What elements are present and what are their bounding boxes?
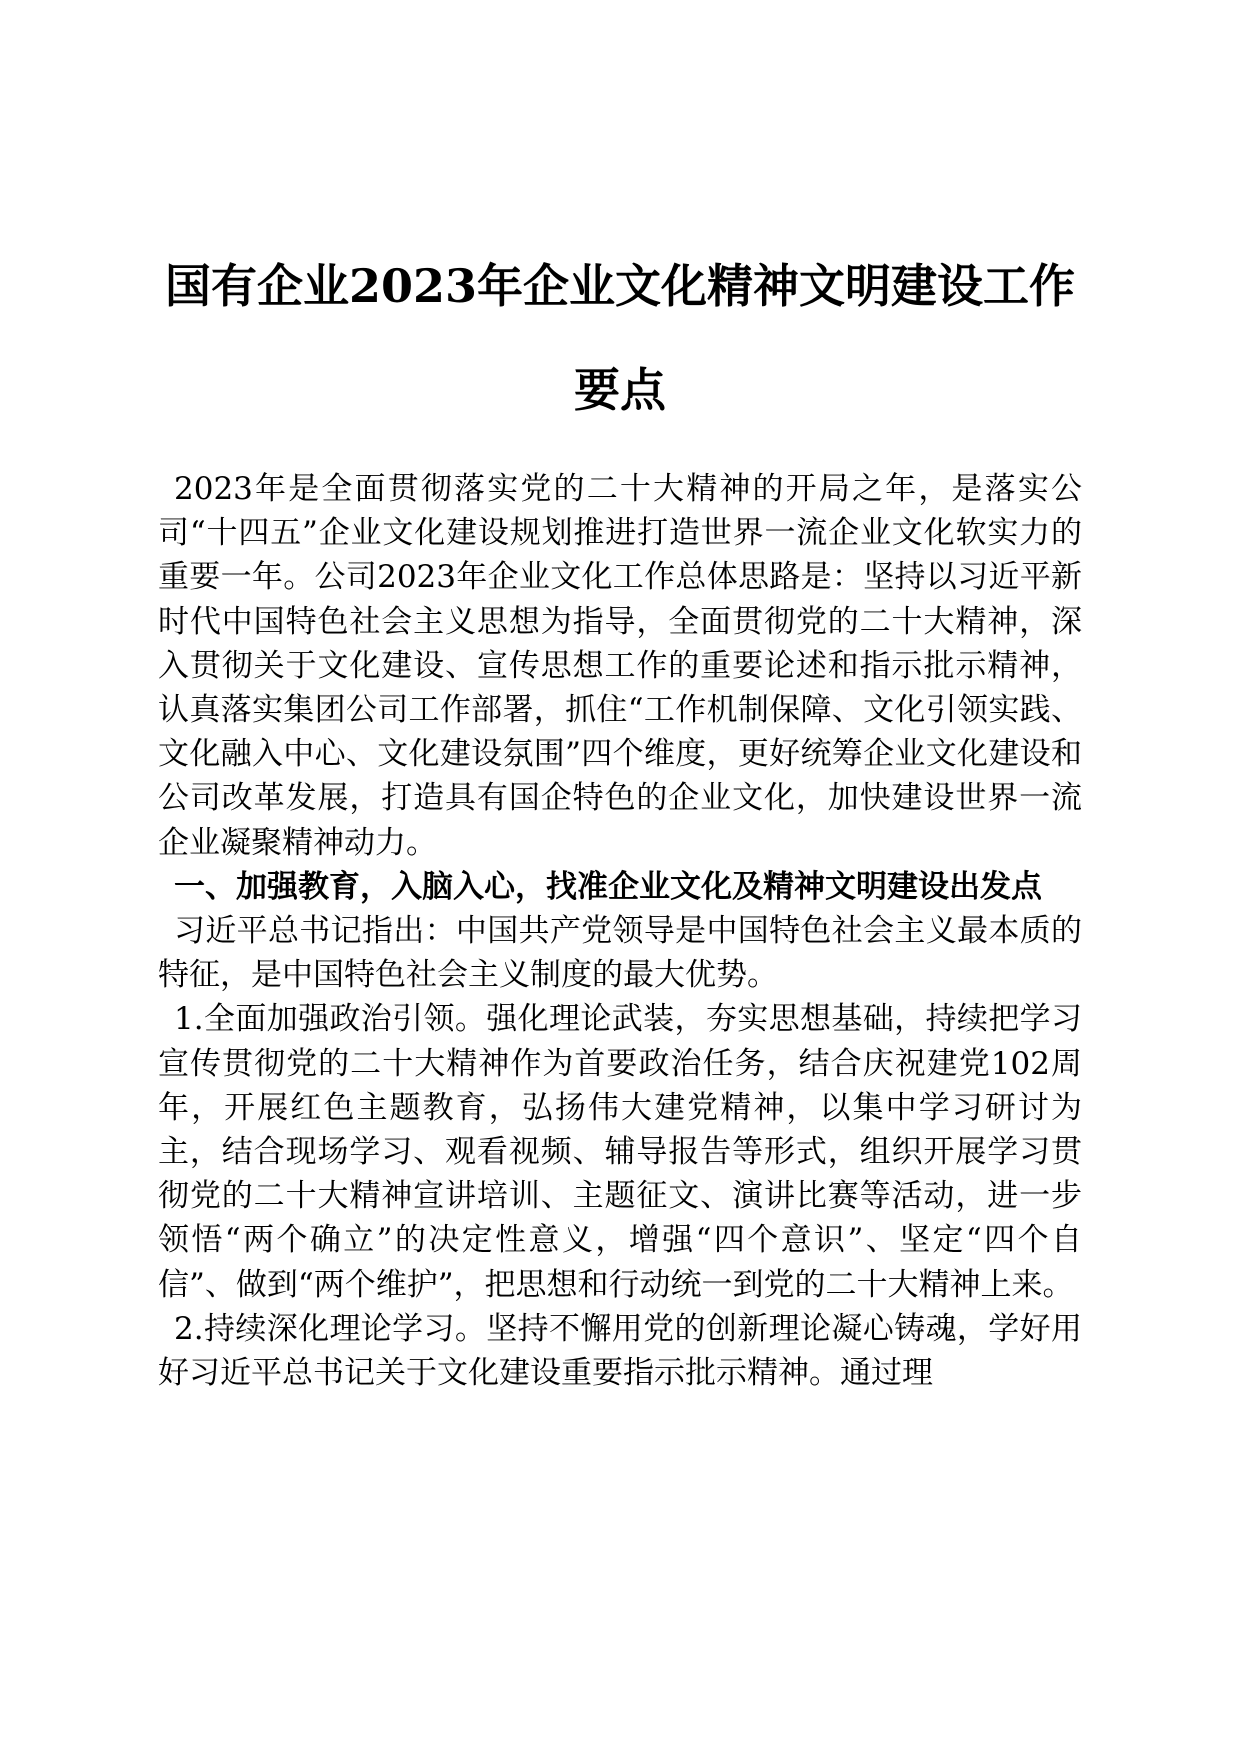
item-2-paragraph: 2.持续深化理论学习。坚持不懈用党的创新理论凝心铸魂，学好用好习近平总书记关于文化建设重要指示批示精神。通过理 [158, 1310, 1082, 1392]
document-body [158, 467, 1082, 1395]
title-line-2: 要点 [574, 363, 666, 417]
item-1-paragraph: 1.全面加强政治引领。强化理论武装，夯实思想基础，持续把学习宣传贯彻党的二十大精神作为首要政治任务，结合庆祝建党102周年，开展红色主题教育，弘扬伟大建党精神，以集中学习研讨为主，结合现场学习、观看视频、辅导报告等形式，组织开展学习贯彻党的二十大精神宣讲培训、主题征文、演讲比赛等活动，进一步领悟“两个确立”的决定性意义，增强“四个意识”、坚定“四个自信”、做到“两个维护”，把思想和行动统一到党的二十大精神上来。 [158, 1001, 1082, 1303]
section-1-quote: 习近平总书记指出：中国共产党领导是中国特色社会主义最本质的特征，是中国特色社会主义制度的最大优势。 [158, 913, 1082, 994]
document-title [140, 234, 1100, 442]
title-line-1: 国有企业2023年企业文化精神文明建设工作 [164, 259, 1076, 313]
section-1-heading: 一、加强教育，入脑入心，找准企业文化及精神文明建设出发点 [174, 868, 1042, 905]
intro-paragraph: 2023年是全面贯彻落实党的二十大精神的开局之年，是落实公司“十四五”企业文化建设规划推进打造世界一流企业文化软实力的重要一年。公司2023年企业文化工作总体思路是：坚持以习近平新时代中国特色社会主义思想为指导，全面贯彻党的二十大精神，深入贯彻关于文化建设、宣传思想工作的重要论述和指示批示精神，认真落实集团公司工作部署，抓住“工作机制保障、文化引领实践、文化融入中心、文化建设氛围”四个维度，更好统筹企业文化建设和公司改革发展，打造具有国企特色的企业文化，加快建设世界一流企业凝聚精神动力。 [158, 471, 1082, 861]
